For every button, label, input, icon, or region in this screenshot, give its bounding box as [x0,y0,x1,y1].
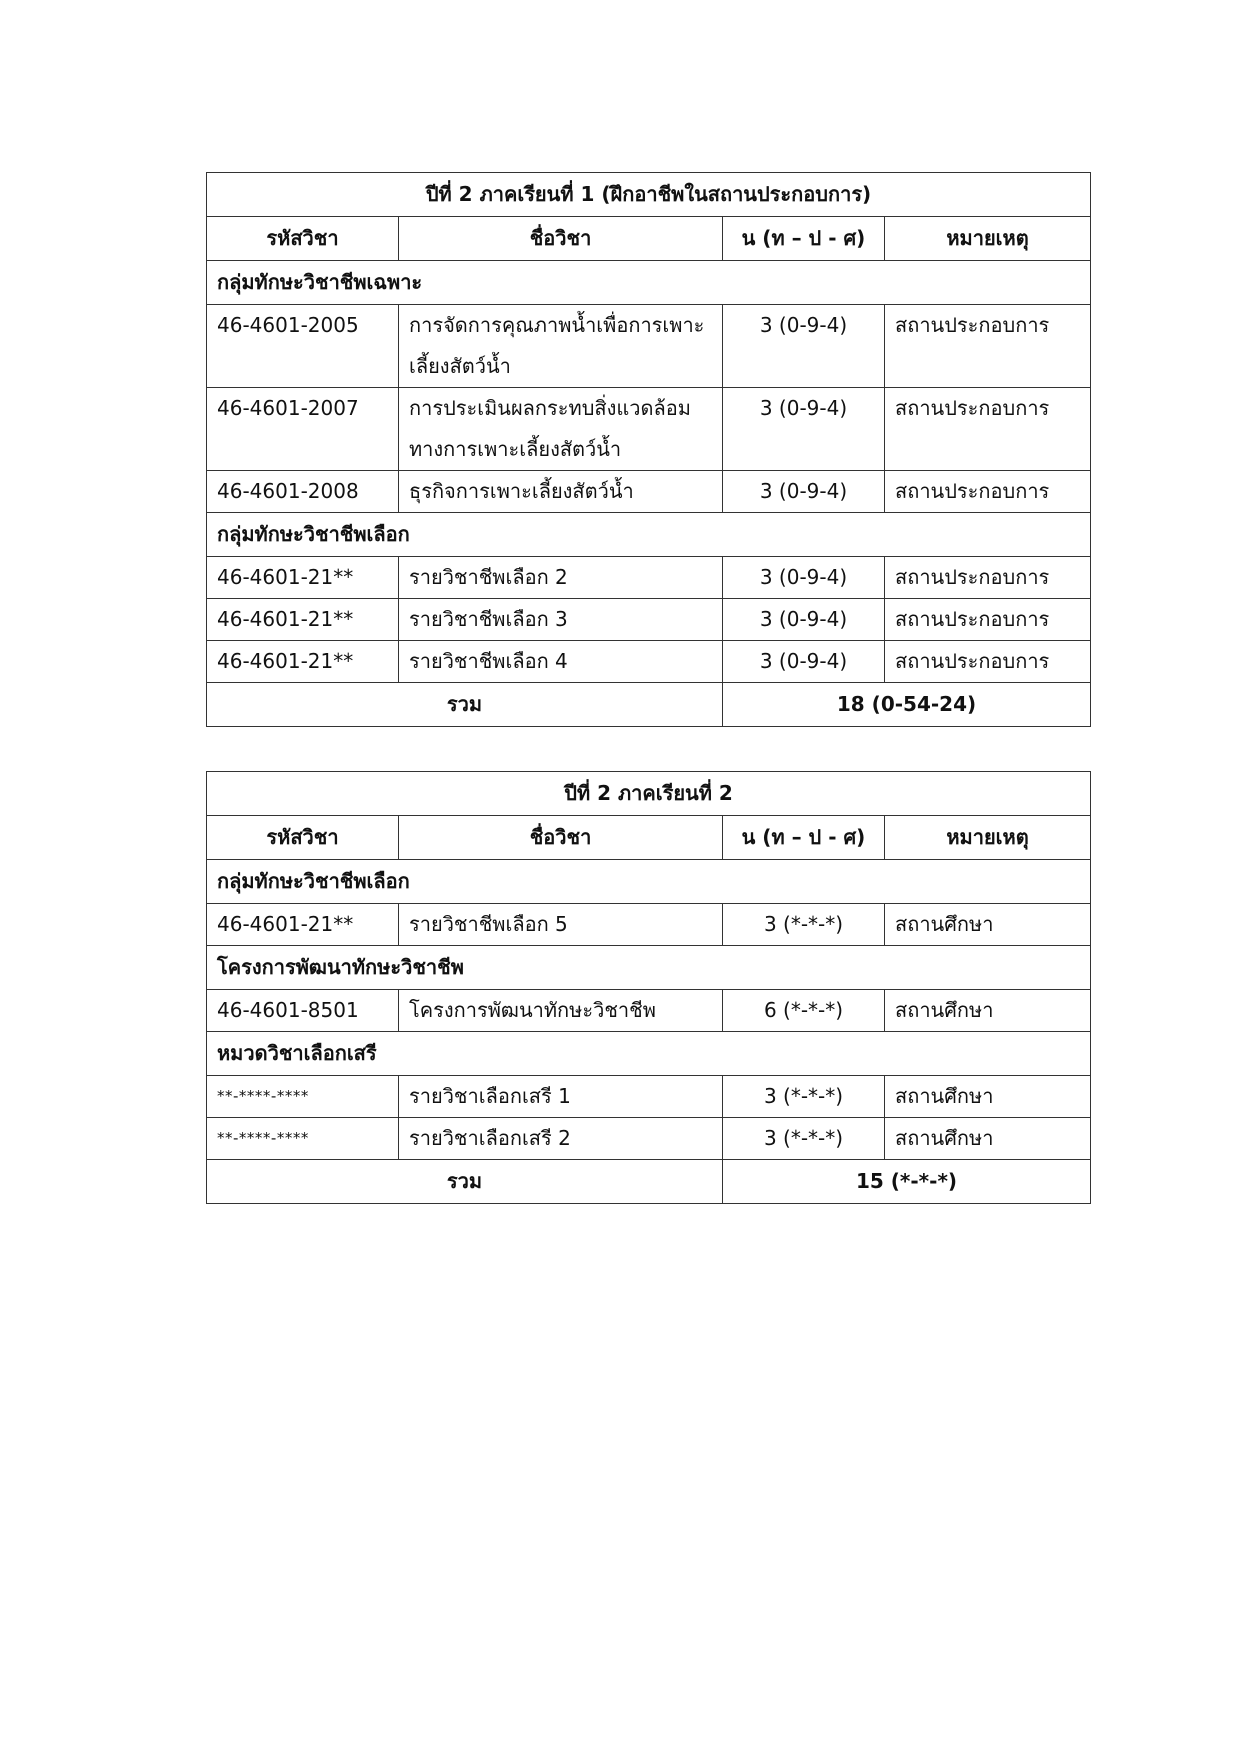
course-code: 46-4601-2005 [207,305,399,388]
course-name: รายวิชาเลือกเสรี 1 [399,1076,723,1118]
course-name: รายวิชาชีพเลือก 2 [399,557,723,599]
header-course-code: รหัสวิชา [207,816,399,860]
course-name: รายวิชาเลือกเสรี 2 [399,1118,723,1160]
header-credits: น (ท – ป - ศ) [723,816,885,860]
course-name: ธุรกิจการเพาะเลี้ยงสัตว์น้ำ [399,471,723,513]
course-code: 46-4601-21** [207,904,399,946]
group-heading: กลุ่มทักษะวิชาชีพเลือก [207,513,1091,557]
total-label: รวม [207,683,723,727]
course-credits: 3 (*-*-*) [723,1118,885,1160]
course-note: สถานประกอบการ [885,641,1091,683]
course-name: การจัดการคุณภาพน้ำเพื่อการเพาะเลี้ยงสัตว์น้ำ [399,305,723,388]
course-credits: 3 (0-9-4) [723,641,885,683]
header-course-name: ชื่อวิชา [399,217,723,261]
group-heading: โครงการพัฒนาทักษะวิชาชีพ [207,946,1091,990]
course-credits: 3 (0-9-4) [723,305,885,388]
course-note: สถานประกอบการ [885,599,1091,641]
table-row [207,599,1091,641]
header-credits: น (ท – ป - ศ) [723,217,885,261]
course-credits: 3 (0-9-4) [723,557,885,599]
table-row [207,904,1091,946]
course-code: 46-4601-8501 [207,990,399,1032]
header-course-name: ชื่อวิชา [399,816,723,860]
header-note: หมายเหตุ [885,217,1091,261]
course-note: สถานศึกษา [885,1076,1091,1118]
group-heading: หมวดวิชาเลือกเสรี [207,1032,1091,1076]
curriculum-table-year2-term2 [206,771,1091,1204]
course-note: สถานประกอบการ [885,471,1091,513]
header-course-code: รหัสวิชา [207,217,399,261]
table-row [207,305,1091,388]
course-code: 46-4601-2007 [207,388,399,471]
course-code: **-****-**** [207,1076,399,1118]
course-credits: 3 (*-*-*) [723,904,885,946]
group-heading: กลุ่มทักษะวิชาชีพเฉพาะ [207,261,1091,305]
course-name: โครงการพัฒนาทักษะวิชาชีพ [399,990,723,1032]
table-title: ปีที่ 2 ภาคเรียนที่ 1 (ฝึกอาชีพในสถานประกอบการ) [207,173,1091,217]
table-row [207,471,1091,513]
course-note: สถานประกอบการ [885,557,1091,599]
total-value: 15 (*-*-*) [723,1160,1091,1204]
course-credits: 3 (0-9-4) [723,471,885,513]
course-credits: 6 (*-*-*) [723,990,885,1032]
course-code: 46-4601-21** [207,557,399,599]
total-label: รวม [207,1160,723,1204]
total-row [207,683,1091,727]
course-code: **-****-**** [207,1118,399,1160]
course-note: สถานศึกษา [885,1118,1091,1160]
table-title: ปีที่ 2 ภาคเรียนที่ 2 [207,772,1091,816]
course-credits: 3 (0-9-4) [723,599,885,641]
course-note: สถานประกอบการ [885,388,1091,471]
table-row [207,1076,1091,1118]
course-note: สถานประกอบการ [885,305,1091,388]
course-name: รายวิชาชีพเลือก 3 [399,599,723,641]
curriculum-table-year2-term1 [206,172,1091,727]
total-row [207,1160,1091,1204]
course-note: สถานศึกษา [885,904,1091,946]
course-code: 46-4601-21** [207,641,399,683]
total-value: 18 (0-54-24) [723,683,1091,727]
table-row [207,990,1091,1032]
table-row [207,641,1091,683]
table-row [207,557,1091,599]
header-note: หมายเหตุ [885,816,1091,860]
course-code: 46-4601-21** [207,599,399,641]
course-credits: 3 (0-9-4) [723,388,885,471]
course-name: รายวิชาชีพเลือก 4 [399,641,723,683]
course-credits: 3 (*-*-*) [723,1076,885,1118]
table-row [207,388,1091,471]
course-name: การประเมินผลกระทบสิ่งแวดล้อมทางการเพาะเลี้ยงสัตว์น้ำ [399,388,723,471]
table-row [207,1118,1091,1160]
course-note: สถานศึกษา [885,990,1091,1032]
course-code: 46-4601-2008 [207,471,399,513]
course-name: รายวิชาชีพเลือก 5 [399,904,723,946]
group-heading: กลุ่มทักษะวิชาชีพเลือก [207,860,1091,904]
